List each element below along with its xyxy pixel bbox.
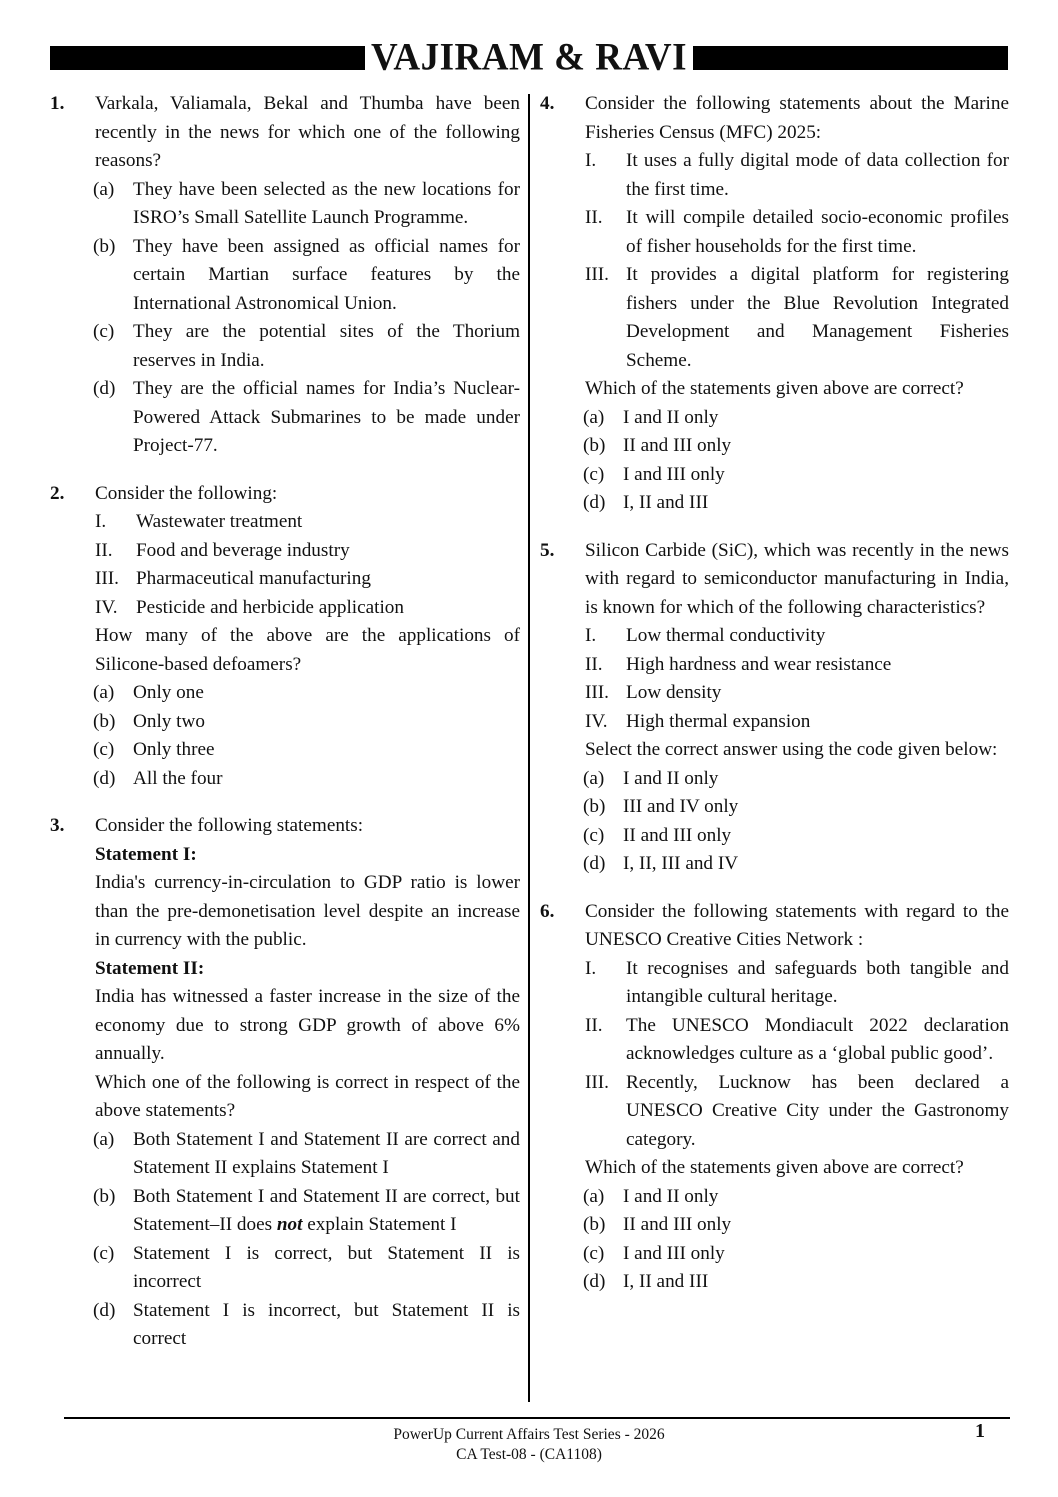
statement-text: High hardness and wear resistance [626, 653, 892, 675]
statement-item [585, 1069, 1009, 1155]
statement-label: III. [585, 682, 609, 703]
option-text: They have been selected as the new locations for ISRO’s Small Satellite Launch Programme. [133, 178, 520, 228]
answer-option[interactable] [95, 765, 520, 794]
question-text: Consider the following statements with regard to the UNESCO Creative Cities Network : [585, 900, 1009, 950]
option-label: (b) [583, 1214, 606, 1235]
statement-item [585, 1012, 1009, 1069]
statement-item [585, 955, 1009, 1012]
answer-option[interactable] [585, 850, 1009, 879]
header-bar-right [693, 46, 1008, 70]
question [540, 898, 1009, 1297]
statement-item [585, 651, 1009, 680]
right-column [540, 90, 1009, 1316]
statement-heading: Statement I: [95, 843, 197, 865]
statement-text: Food and beverage industry [136, 539, 350, 561]
brand-title: VAJIRAM & RAVI [370, 35, 688, 79]
option-label: (a) [583, 406, 605, 428]
option-text: Statement I is incorrect, but Statement II is correct [133, 1299, 520, 1349]
answer-option[interactable] [95, 176, 520, 233]
option-text: Only three [133, 739, 215, 760]
option-text: I and II only [623, 406, 719, 428]
footer-rule [64, 1417, 1010, 1419]
option-text: II and III only [623, 824, 732, 846]
question [540, 537, 1009, 879]
answer-option[interactable] [95, 233, 520, 319]
option-label: (d) [93, 1299, 116, 1321]
statement-label: II. [585, 1014, 603, 1036]
statement-item [95, 508, 520, 537]
option-label: (c) [583, 463, 605, 485]
option-label: (d) [93, 378, 116, 399]
answer-option[interactable] [585, 1240, 1009, 1269]
statement-label: III. [585, 1071, 609, 1093]
option-text: I, II and III [623, 492, 709, 513]
option-label: (c) [583, 824, 605, 846]
emphasis-text: not [276, 1214, 303, 1235]
left-column [50, 90, 520, 1373]
footer [0, 1425, 1058, 1465]
answer-option[interactable] [585, 793, 1009, 822]
question-text: How many of the above are the applications of Silicone-based defoamers? [95, 625, 520, 675]
option-label: (b) [583, 796, 606, 817]
statement-label: I. [585, 150, 597, 171]
statement-item [95, 565, 520, 594]
option-label: (a) [93, 178, 115, 200]
statement-label: III. [585, 264, 609, 285]
question [540, 90, 1009, 518]
option-label: (c) [93, 321, 115, 342]
answer-option[interactable] [585, 461, 1009, 490]
statement-text: The UNESCO Mondiacult 2022 declaration acknowledges culture as a ‘global public good’. [626, 1014, 1009, 1064]
statement-item [585, 261, 1009, 375]
question [50, 812, 520, 1354]
option-text: II and III only [623, 1214, 732, 1235]
question-text: India's currency-in-circulation to GDP ratio is lower than the pre-demonetisation level despite an increase in currency with the public. [95, 872, 520, 950]
option-label: (a) [93, 682, 115, 703]
statement-label: IV. [95, 596, 118, 618]
option-text: Both Statement I and Statement II are correct and Statement II explains Statement I [133, 1128, 520, 1178]
statement-text: Recently, Lucknow has been declared a UNESCO Creative City under the Gastronomy category. [626, 1071, 1009, 1150]
answer-option[interactable] [95, 1183, 520, 1240]
statement-text: Pharmaceutical manufacturing [136, 568, 371, 589]
answer-option[interactable] [585, 1183, 1009, 1212]
answer-option[interactable] [585, 822, 1009, 851]
statement-item [585, 204, 1009, 261]
option-label: (d) [583, 1271, 606, 1292]
statement-text: It will compile detailed socio-economic profiles of fisher households for the first time. [626, 207, 1009, 257]
option-label: (a) [583, 767, 605, 789]
answer-option[interactable] [585, 765, 1009, 794]
question-text: Consider the following statements: [95, 815, 364, 836]
statement-text: Low thermal conductivity [626, 625, 826, 646]
question-number: 6. [540, 900, 555, 922]
statement-text: Wastewater treatment [136, 511, 303, 532]
option-text: Only one [133, 682, 204, 703]
page-header [50, 35, 1008, 79]
answer-option[interactable] [585, 1211, 1009, 1240]
question-number: 5. [540, 539, 555, 561]
option-label: (b) [93, 1185, 116, 1207]
footer-series: PowerUp Current Affairs Test Series - 2026 [393, 1426, 665, 1443]
question-text: Consider the following statements about the Marine Fisheries Census (MFC) 2025: [585, 93, 1009, 143]
option-text: All the four [133, 767, 223, 789]
option-label: (d) [583, 492, 606, 513]
option-text: Only two [133, 710, 205, 732]
statement-label: I. [95, 511, 107, 532]
statement-item [95, 537, 520, 566]
statement-text: Pesticide and herbicide application [136, 596, 404, 618]
option-label: (a) [93, 1128, 115, 1150]
statement-text: High thermal expansion [626, 710, 811, 732]
statement-label: IV. [585, 710, 608, 732]
option-text: They are the official names for India’s Nuclear-Powered Attack Submarines to be made under Project-77. [133, 378, 520, 456]
option-text: Statement I is correct, but Statement II is incorrect [133, 1242, 520, 1292]
statement-label: II. [585, 653, 603, 675]
statement-text: It recognises and safeguards both tangible and intangible cultural heritage. [626, 957, 1009, 1007]
statement-item [585, 708, 1009, 737]
option-label: (a) [583, 1185, 605, 1207]
question-text: Select the correct answer using the code given below: [585, 739, 998, 760]
question [50, 90, 520, 461]
option-label: (c) [93, 739, 115, 760]
statement-text: It provides a digital platform for registering fishers under the Blue Revolution Integrated Development and Management Fisheries Scheme. [626, 264, 1009, 371]
option-label: (d) [583, 853, 606, 874]
statement-item [95, 594, 520, 623]
answer-option[interactable] [95, 375, 520, 461]
option-text: I, II, III and IV [623, 853, 739, 874]
option-text: I, II and III [623, 1271, 709, 1292]
question-number: 3. [50, 815, 65, 836]
answer-option[interactable] [95, 679, 520, 708]
question-text: Which of the statements given above are correct? [585, 1157, 964, 1178]
option-text: I and II only [623, 1185, 719, 1207]
footer-test-id: CA Test-08 - (CA1108) [456, 1446, 602, 1463]
question-number: 2. [50, 482, 65, 504]
answer-option[interactable] [585, 404, 1009, 433]
statement-item [585, 679, 1009, 708]
question-number: 4. [540, 93, 555, 114]
question-text: Which one of the following is correct in respect of the above statements? [95, 1071, 520, 1121]
question-text: Silicon Carbide (SiC), which was recently in the news with regard to semiconductor manufacturing in India, is known for which of the following characteristics? [585, 539, 1009, 618]
question-text: Varkala, Valiamala, Bekal and Thumba have been recently in the news for which one of the following reasons? [95, 93, 520, 171]
answer-option[interactable] [95, 736, 520, 765]
header-bar-left [50, 46, 365, 70]
statement-text: Low density [626, 682, 722, 703]
option-label: (b) [93, 710, 116, 732]
option-text: I and III only [623, 463, 725, 485]
column-divider [528, 94, 530, 1402]
option-label: (b) [93, 235, 116, 257]
option-label: (d) [93, 767, 116, 789]
option-text: III and IV only [623, 796, 739, 817]
statement-label: II. [585, 207, 603, 228]
statement-label: I. [585, 625, 597, 646]
answer-option[interactable] [585, 1268, 1009, 1297]
option-text: They are the potential sites of the Thorium reserves in India. [133, 321, 520, 371]
question-text: Which of the statements given above are correct? [585, 378, 964, 399]
option-text: I and III only [623, 1242, 725, 1264]
option-label: (c) [583, 1242, 605, 1264]
statement-heading: Statement II: [95, 957, 205, 979]
answer-option[interactable] [585, 489, 1009, 518]
statement-item [585, 622, 1009, 651]
question-text: Consider the following: [95, 482, 278, 504]
option-text: II and III only [623, 435, 732, 456]
statement-label: II. [95, 539, 113, 561]
statement-text: It uses a fully digital mode of data collection for the first time. [626, 150, 1009, 200]
question-text: India has witnessed a faster increase in the size of the economy due to strong GDP growth of above 6% annually. [95, 986, 520, 1064]
answer-option[interactable] [585, 432, 1009, 461]
answer-option[interactable] [95, 318, 520, 375]
question [50, 480, 520, 794]
answer-option[interactable] [95, 1297, 520, 1354]
option-label: (c) [93, 1242, 115, 1264]
option-text-after: explain Statement I [302, 1214, 457, 1235]
answer-option[interactable] [95, 1240, 520, 1297]
statement-label: I. [585, 957, 597, 979]
option-label: (b) [583, 435, 606, 456]
option-text: They have been assigned as official names for certain Martian surface features by the International Astronomical Union. [133, 235, 520, 314]
question-number: 1. [50, 93, 65, 114]
option-text: I and II only [623, 767, 719, 789]
page-number: 1 [975, 1420, 985, 1442]
statement-item [585, 147, 1009, 204]
answer-option[interactable] [95, 708, 520, 737]
answer-option[interactable] [95, 1126, 520, 1183]
statement-label: III. [95, 568, 119, 589]
option-text: Both Statement I and Statement II are correct, but Statement–II does [133, 1185, 520, 1235]
